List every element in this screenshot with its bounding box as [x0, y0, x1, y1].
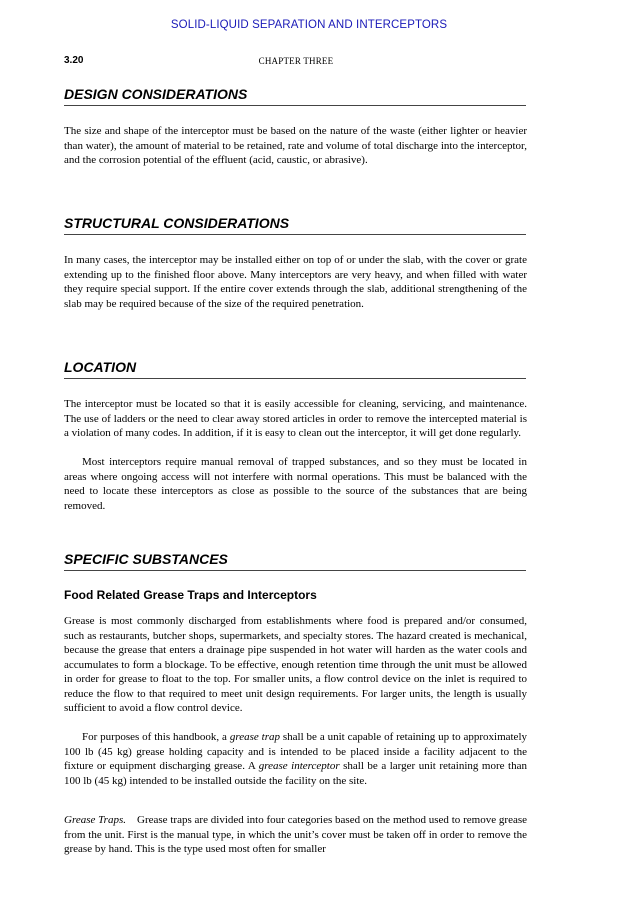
location-paragraph-2: Most interceptors require manual removal of trapped substances, and so they must be located in areas where ongoing access will not interfere with normal operations. This must be balanced with the need to locate these interceptors as close as possible to the source of the substances that are being removed.: [64, 456, 527, 512]
structural-paragraph: In many cases, the interceptor may be installed either on top of or under the slab, with the cover or grate extending up to the finished floor above. Many interceptors are very heavy, and when filled with water they require special support. If the entire cover extends through the slab, additional strengthening of the slab may be required because of the size of the required penetration.: [64, 254, 527, 310]
p2-text-a: For purposes of this handbook, a: [82, 731, 230, 743]
page-number: 3.20: [64, 55, 84, 66]
subsection-title-grease: Food Related Grease Traps and Interceptors: [64, 588, 317, 602]
chapter-label: CHAPTER THREE: [258, 56, 334, 66]
p2-text-c: shall be a larger unit retaining more than 100 lb (45 kg) intended to be installed outside the facility on the site.: [64, 760, 527, 787]
section-title-location: LOCATION: [64, 359, 526, 379]
grease-traps-text: Grease traps are divided into four categories based on the method used to remove grease from the unit. First is the manual type, in which the unit’s cover must be taken off in order to remove the grease by hand. This is the type used most often for smaller: [64, 814, 527, 855]
p2-text-b: shall be a unit capable of retaining up to approximately 100 lb (45 kg) grease holding capacity and is intended to be placed inside a facility adjacent to the fixture or equipment discharging grease. A: [64, 731, 527, 772]
design-paragraph: The size and shape of the interceptor must be based on the nature of the waste (either lighter or heavier than water), the amount of material to be retained, rate and volume of total discharge into the interceptor, and the corrosion potential of the effluent (acid, caustic, or abrasive).: [64, 125, 527, 166]
section-title-design: DESIGN CONSIDERATIONS: [64, 86, 526, 106]
section-title-structural: STRUCTURAL CONSIDERATIONS: [64, 215, 526, 235]
term-grease-interceptor: grease interceptor: [258, 760, 340, 772]
run-in-head-grease-traps: Grease Traps.: [64, 814, 126, 826]
grease-traps-paragraph: [64, 813, 527, 857]
section-title-specific: SPECIFIC SUBSTANCES: [64, 551, 526, 571]
location-paragraph-1: The interceptor must be located so that it is easily accessible for cleaning, servicing, and maintenance. The use of ladders or the need to clear away stored articles in order to remove the intercepted material is a violation of many codes. In addition, if it is easy to clean out the interceptor, it will get done regularly.: [64, 398, 527, 439]
term-grease-trap: grease trap: [229, 731, 280, 743]
grease-paragraph-2: [64, 730, 527, 788]
running-head: SOLID-LIQUID SEPARATION AND INTERCEPTORS: [170, 19, 448, 31]
grease-paragraph-1: Grease is most commonly discharged from establishments where food is prepared and/or consumed, such as restaurants, butcher shops, supermarkets, and specialty stores. The hazard created is mechanical, because the grease that enters a drainage pipe suspended in hot water will harden as the water cools and accumulates to form a blockage. To be effective, enough retention time through the unit must be allowed in order for grease to float to the top. For smaller units, a flow control device on the inlet is required to reduce the flow to that required to meet unit design requirements. For larger units, the length is usually sufficient to avoid a flow control device.: [64, 615, 527, 714]
